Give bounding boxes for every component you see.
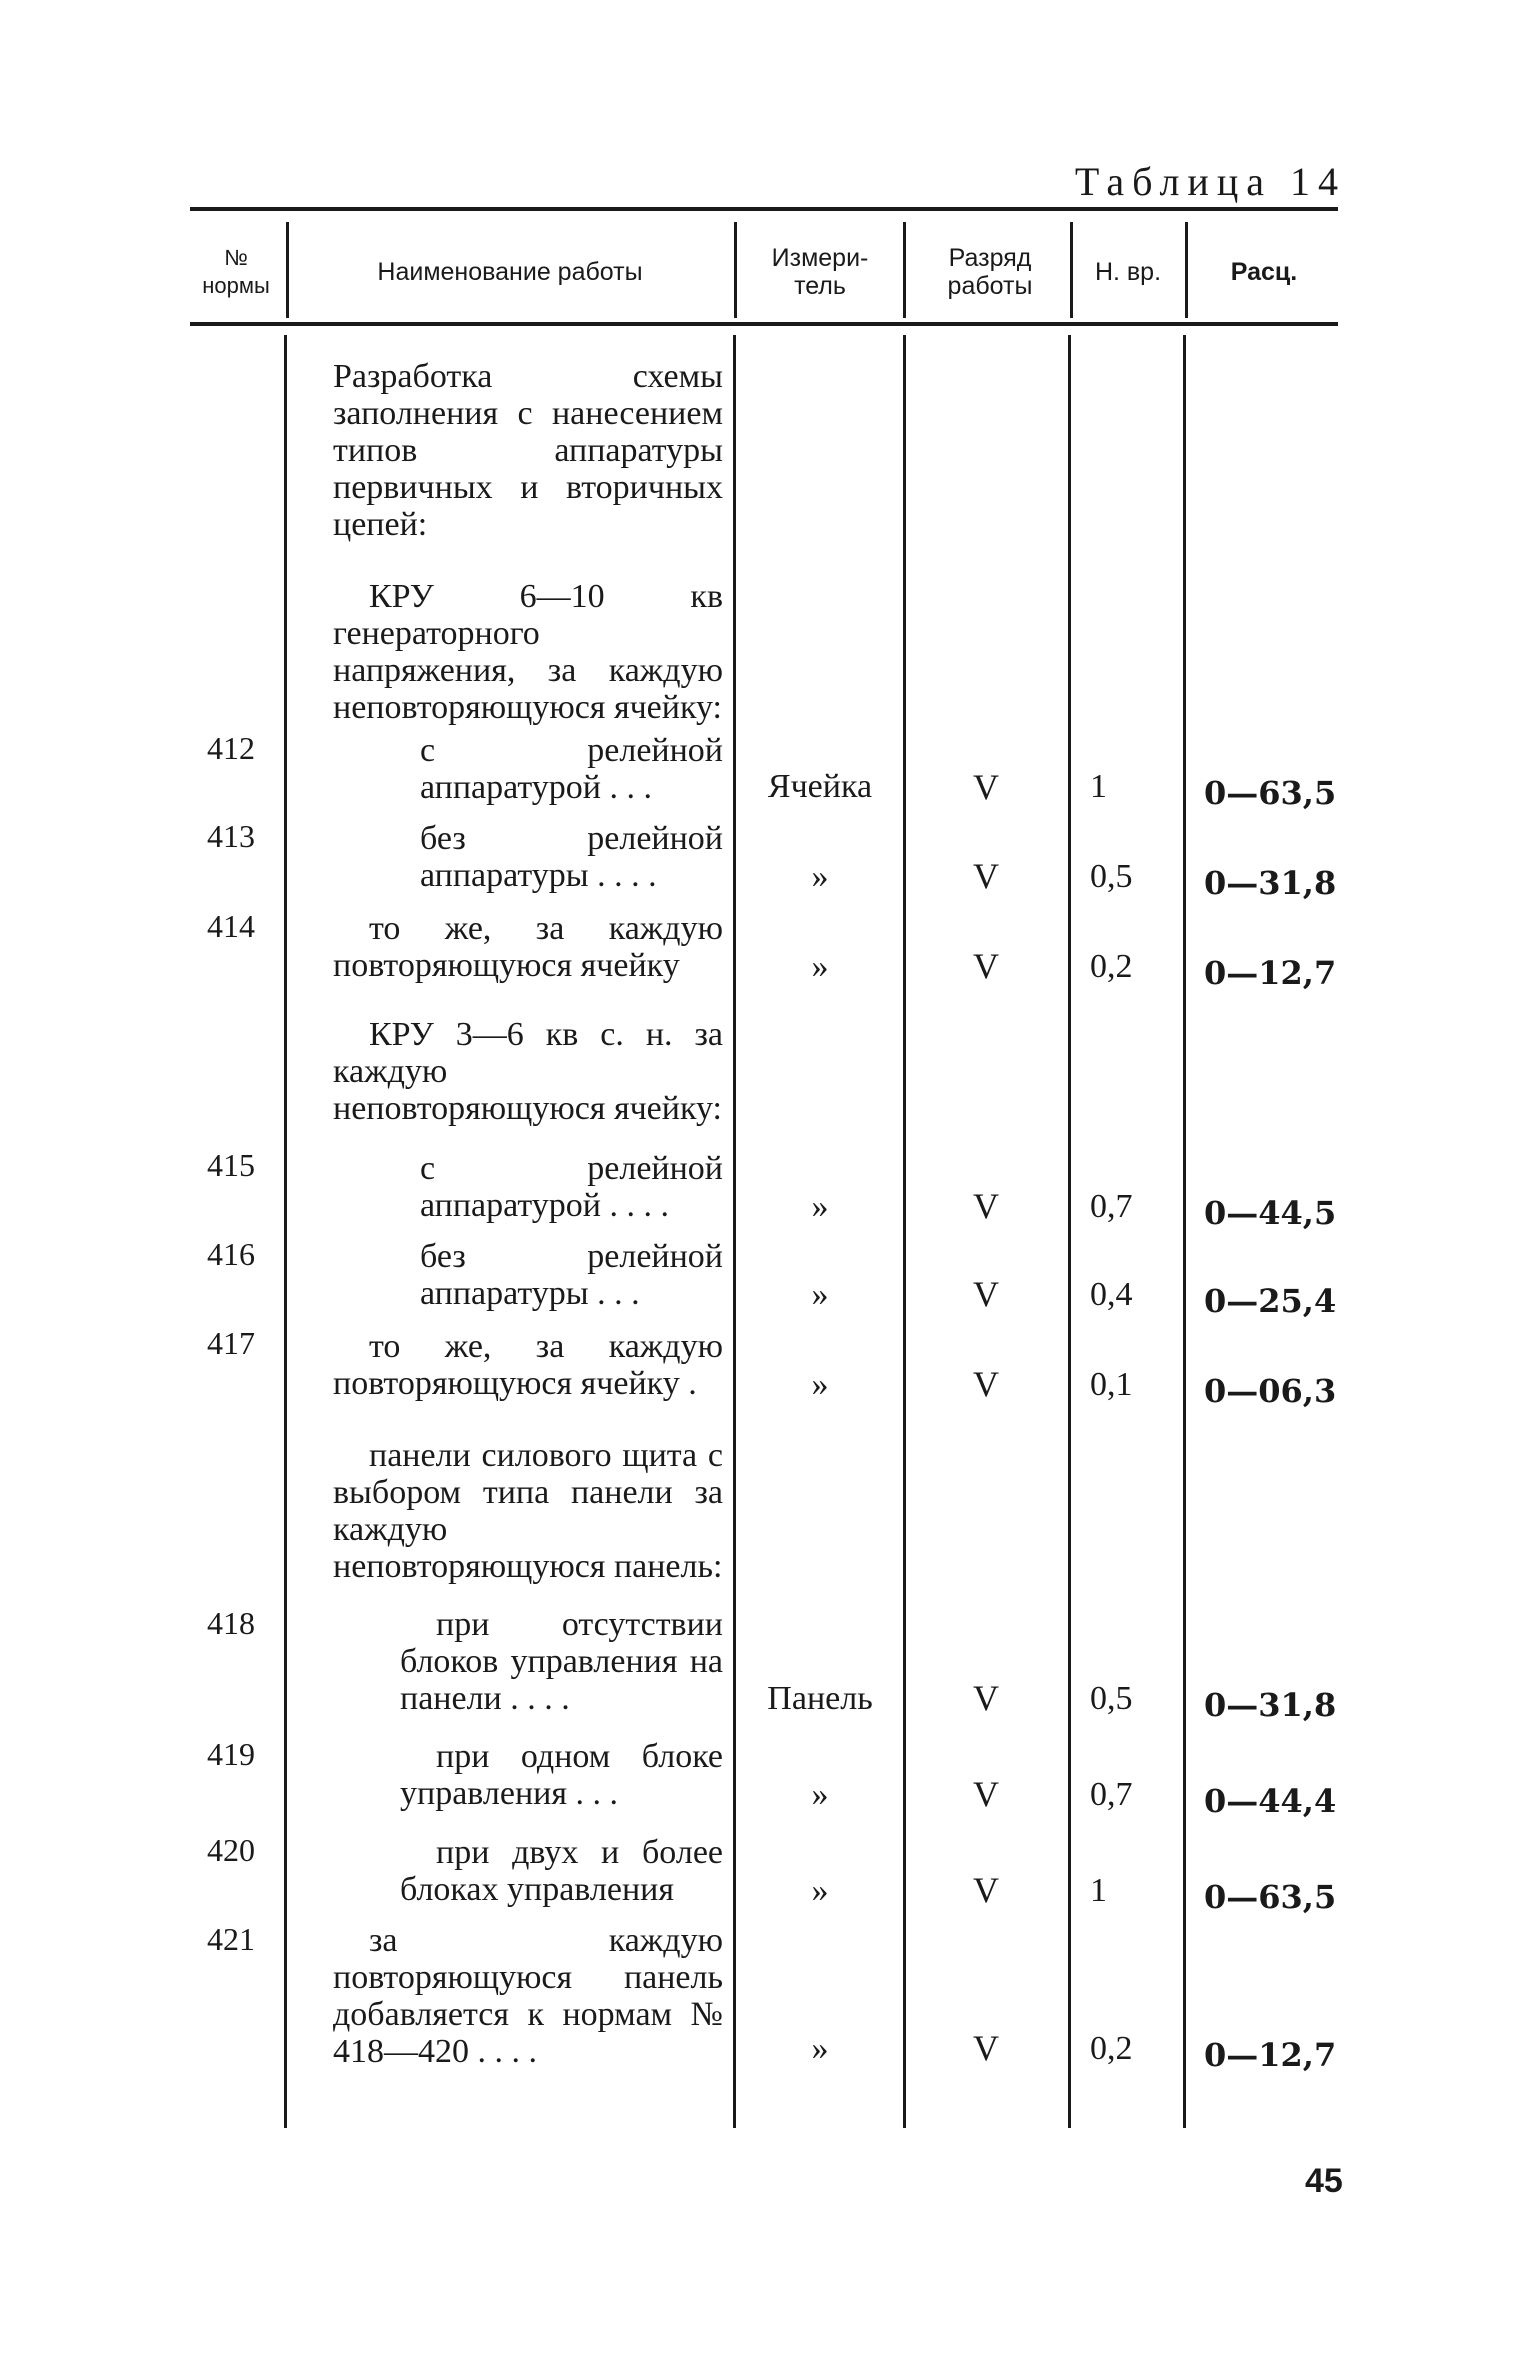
norm-number: 413 (207, 818, 255, 854)
norm-number: 421 (207, 1921, 255, 1957)
norm-number: 417 (207, 1325, 255, 1361)
work-grade: V (973, 856, 999, 896)
group-title: КРУ 3—6 кв с. н. за каждую неповторяющуюся ячейку: (333, 1016, 723, 1127)
work-grade: V (973, 1274, 999, 1314)
col-divider (284, 335, 287, 2128)
rate-value: 0—63,5 (1204, 774, 1337, 812)
work-grade: V (973, 1364, 999, 1404)
measure-unit: Панель (767, 1680, 873, 1717)
norm-number: 418 (207, 1605, 255, 1641)
rate-value: 0—44,4 (1204, 1782, 1337, 1820)
norm-number: 415 (207, 1147, 255, 1183)
col-divider (1185, 222, 1188, 318)
time-norm: 0,4 (1090, 1276, 1133, 1313)
work-name: за каждую повторяющуюся панель добавляется к нормам № 418—420 . . . . (333, 1922, 723, 2070)
measure-unit: » (811, 1188, 829, 1225)
col-divider (903, 222, 906, 318)
norm-number: 420 (207, 1832, 255, 1868)
measure-unit: Ячейка (767, 768, 873, 805)
rate-value: 0—25,4 (1204, 1282, 1337, 1320)
measure-unit: » (811, 858, 829, 895)
col-divider (1183, 335, 1186, 2128)
header-grade: Разряд работы (947, 244, 1033, 300)
rate-value: 0—12,7 (1204, 954, 1337, 992)
header-rate: Расц. (1230, 258, 1298, 286)
col-divider (1070, 222, 1073, 318)
work-name: с релейной аппаратурой . . . (420, 732, 723, 806)
col-divider (1068, 335, 1071, 2128)
header-bottom-rule (190, 322, 1338, 326)
time-norm: 1 (1090, 768, 1107, 805)
work-name: при отсутствии блоков управления на панели . . . . (400, 1606, 723, 1717)
time-norm: 0,5 (1090, 858, 1133, 895)
rate-value: 0—44,5 (1204, 1194, 1337, 1232)
col-divider (286, 222, 289, 318)
work-name: то же, за каждую повторяющуюся ячейку . (333, 1328, 723, 1402)
rate-value: 0—31,8 (1204, 1686, 1337, 1724)
work-name: то же, за каждую повторяющуюся ячейку (333, 910, 723, 984)
header-top-rule (190, 207, 1338, 211)
measure-unit: » (811, 1366, 829, 1403)
norm-number: 419 (207, 1736, 255, 1772)
work-name: без релейной аппаратуры . . . (420, 1238, 723, 1312)
header-name: Наименование работы (377, 258, 643, 286)
work-name: при одном блоке управления . . . (400, 1738, 723, 1812)
section-intro: Разработка схемы заполнения с нанесением типов аппаратуры первичных и вторичных цепей: (333, 358, 723, 543)
time-norm: 0,2 (1090, 948, 1133, 985)
header-num: № нормы (202, 245, 270, 298)
norm-number: 416 (207, 1236, 255, 1272)
work-grade: V (973, 1678, 999, 1718)
work-grade: V (973, 2028, 999, 2068)
work-name: при двух и более блоках управления (400, 1834, 723, 1908)
norm-number: 414 (207, 908, 255, 944)
group-title: панели силового щита с выбором типа панели за каждую неповторяющуюся панель: (333, 1437, 723, 1585)
time-norm: 0,7 (1090, 1188, 1133, 1225)
rate-value: 0—06,3 (1204, 1372, 1337, 1410)
rate-value: 0—63,5 (1204, 1878, 1337, 1916)
work-name: с релейной аппаратурой . . . . (420, 1150, 723, 1224)
work-grade: V (973, 1186, 999, 1226)
work-grade: V (973, 946, 999, 986)
header-measure: Измери- тель (771, 244, 869, 300)
work-grade: V (973, 1774, 999, 1814)
work-name: без релейной аппаратуры . . . . (420, 820, 723, 894)
header-time: Н. вр. (1094, 258, 1162, 286)
col-divider (734, 222, 737, 318)
time-norm: 0,2 (1090, 2030, 1133, 2067)
measure-unit: » (811, 2030, 829, 2067)
measure-unit: » (811, 1776, 829, 1813)
col-divider (903, 335, 906, 2128)
time-norm: 0,5 (1090, 1680, 1133, 1717)
work-grade: V (973, 1870, 999, 1910)
measure-unit: » (811, 1872, 829, 1909)
norm-number: 412 (207, 730, 255, 766)
rate-value: 0—12,7 (1204, 2036, 1337, 2074)
col-divider (733, 335, 736, 2128)
work-grade: V (973, 767, 999, 807)
group-title: КРУ 6—10 кв генераторного напряжения, за каждую неповторяющуюся ячейку: (333, 578, 723, 726)
table-caption: Таблица 14 (1074, 159, 1346, 204)
time-norm: 1 (1090, 1872, 1107, 1909)
time-norm: 0,7 (1090, 1776, 1133, 1813)
page-number: 45 (1305, 2162, 1343, 2200)
measure-unit: » (811, 948, 829, 985)
measure-unit: » (811, 1276, 829, 1313)
rate-value: 0—31,8 (1204, 864, 1337, 902)
time-norm: 0,1 (1090, 1366, 1133, 1403)
